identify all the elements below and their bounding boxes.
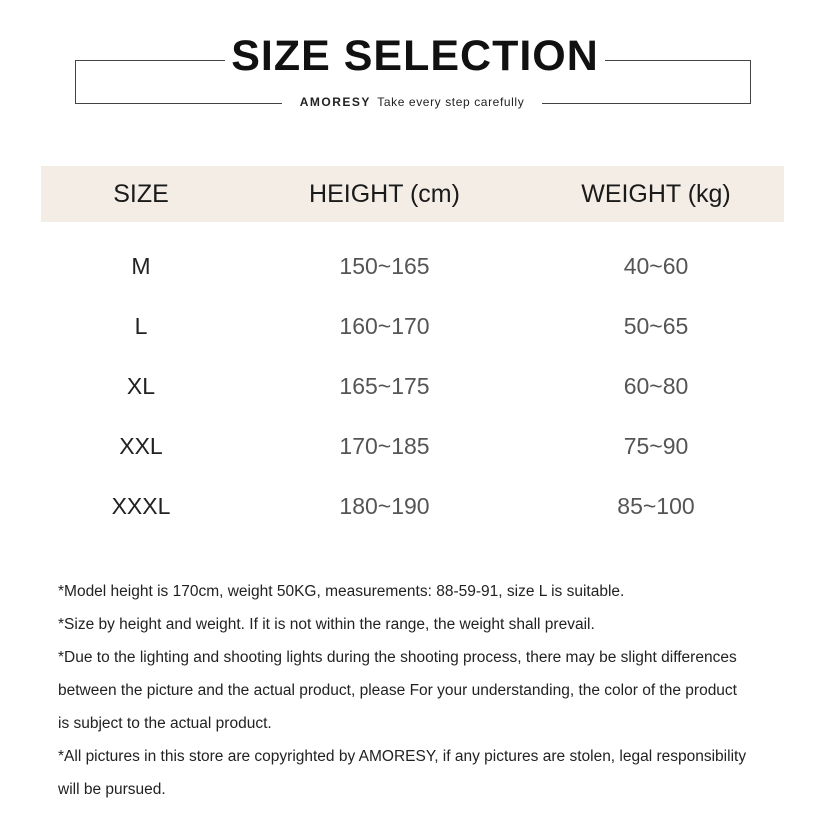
table-row [41, 476, 784, 536]
size-table [41, 166, 784, 536]
frame-line [605, 60, 751, 61]
size-cell: XXXL [111, 493, 171, 519]
header-height: HEIGHT (cm) [309, 180, 460, 208]
frame-line [75, 103, 282, 104]
note-line: is subject to the actual product. [58, 715, 272, 732]
tagline: Take every step carefully [377, 95, 525, 109]
weight-cell: 75~90 [623, 433, 689, 459]
header-weight: WEIGHT (kg) [581, 180, 731, 208]
weight-cell: 40~60 [623, 253, 689, 279]
size-cell: XL [126, 373, 156, 399]
note-line: will be pursued. [58, 781, 166, 798]
brand-name: AMORESY [299, 95, 371, 109]
table-body [41, 236, 784, 536]
note-line: *Size by height and weight. If it is not within the range, the weight shall prevail. [58, 616, 595, 633]
height-cell: 160~170 [339, 313, 430, 339]
height-cell: 170~185 [339, 433, 430, 459]
height-cell: 165~175 [339, 373, 430, 399]
weight-cell: 50~65 [623, 313, 689, 339]
page-title: SIZE SELECTION [231, 32, 599, 80]
weight-cell: 60~80 [623, 373, 689, 399]
size-cell: M [131, 253, 151, 279]
note-line: *Model height is 170cm, weight 50KG, measurements: 88-59-91, size L is suitable. [58, 583, 625, 600]
header [0, 0, 840, 130]
note-line: *All pictures in this store are copyrighted by AMORESY, if any pictures are stolen, legal responsibility [58, 748, 747, 765]
frame-line [750, 60, 751, 104]
size-cell: L [134, 313, 148, 339]
header-size: SIZE [113, 180, 169, 208]
frame-line [75, 60, 76, 104]
height-cell: 180~190 [339, 493, 430, 519]
height-cell: 150~165 [339, 253, 430, 279]
frame-line [542, 103, 751, 104]
note-line: *Due to the lighting and shooting lights during the shooting process, there may be slight differences [58, 649, 737, 666]
table-row [41, 236, 784, 296]
table-row [41, 356, 784, 416]
note-line: between the picture and the actual product, please For your understanding, the color of the product [58, 682, 737, 699]
table-row [41, 416, 784, 476]
subtitle [282, 93, 542, 111]
frame-line [75, 60, 225, 61]
table-row [41, 296, 784, 356]
table-header [41, 166, 784, 222]
weight-cell: 85~100 [617, 493, 695, 519]
notes [58, 575, 798, 806]
size-cell: XXL [119, 433, 163, 459]
